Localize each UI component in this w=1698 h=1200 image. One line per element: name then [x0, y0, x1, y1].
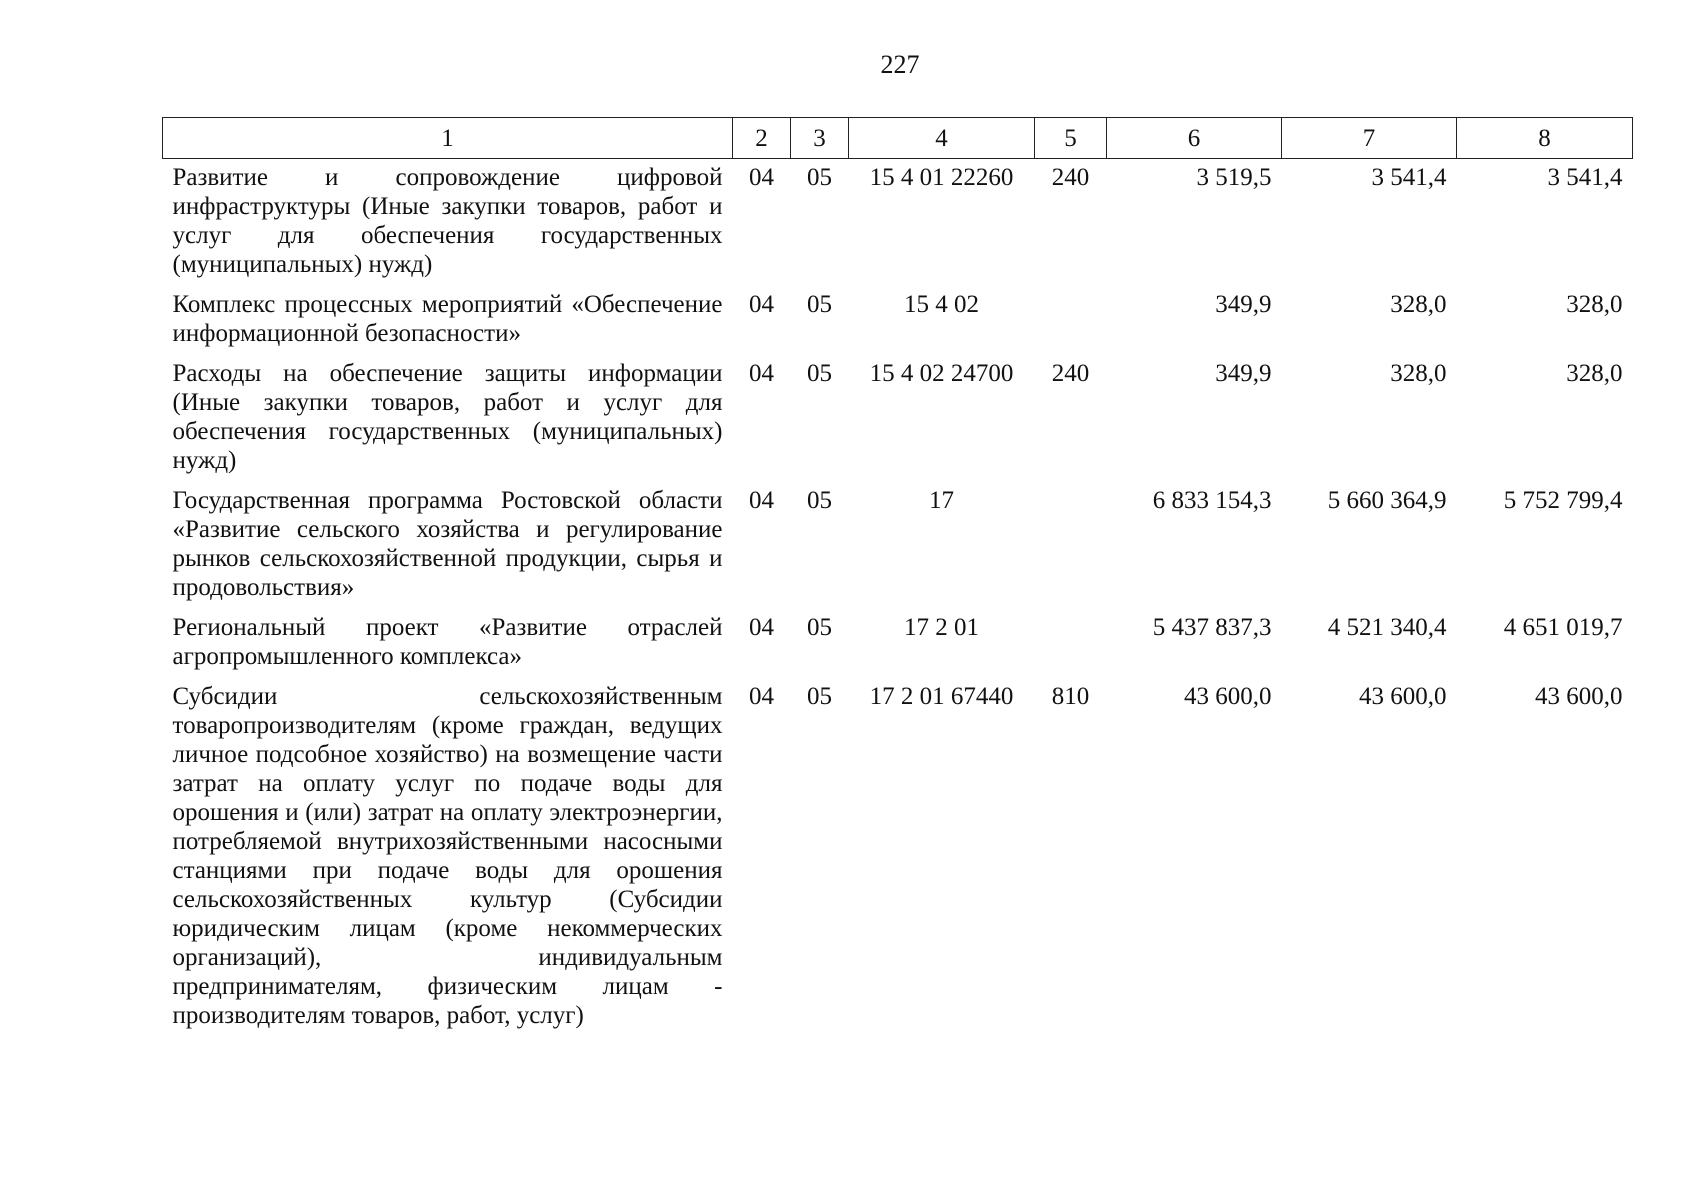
table-row — [163, 286, 1633, 355]
cell-target-code: 15 4 02 — [904, 291, 979, 318]
budget-table — [162, 117, 1633, 1037]
cell-section: 04 — [749, 164, 774, 191]
cell-amount-7: 4 521 340,4 — [1327, 614, 1447, 641]
column-header-8: 8 — [1457, 118, 1633, 159]
cell-section: 04 — [749, 614, 774, 641]
cell-amount-8: 3 541,4 — [1547, 164, 1623, 191]
column-header-5: 5 — [1035, 118, 1107, 159]
cell-amount-7: 5 660 364,9 — [1327, 487, 1447, 514]
column-header-6: 6 — [1107, 118, 1282, 159]
cell-subsection: 05 — [807, 683, 832, 710]
table-row — [163, 609, 1633, 678]
table-row — [163, 159, 1633, 287]
cell-section: 04 — [749, 683, 774, 710]
cell-target-code: 17 2 01 — [904, 614, 979, 641]
row-name: Государственная программа Ростовской области «Развитие сельского хозяйства и регулирование рынков сельскохозяйственной продукции, сырья и продовольствия» — [172, 487, 723, 601]
cell-subsection: 05 — [807, 360, 832, 387]
cell-expense-type: 240 — [1051, 164, 1090, 191]
cell-target-code: 15 4 01 22260 — [869, 164, 1014, 191]
cell-section: 04 — [749, 487, 774, 514]
cell-subsection: 05 — [807, 291, 832, 318]
cell-amount-6: 6 833 154,3 — [1152, 487, 1272, 514]
cell-amount-6: 5 437 837,3 — [1152, 614, 1272, 641]
cell-expense-type: 240 — [1051, 360, 1090, 387]
header-row — [163, 118, 1633, 159]
cell-amount-6: 349,9 — [1215, 360, 1272, 387]
column-header-1: 1 — [163, 118, 733, 159]
cell-amount-6: 349,9 — [1215, 291, 1272, 318]
cell-subsection: 05 — [807, 487, 832, 514]
cell-amount-7: 328,0 — [1390, 360, 1447, 387]
cell-expense-type — [1035, 286, 1107, 355]
column-header-3: 3 — [791, 118, 849, 159]
row-name: Субсидии сельскохозяйственным товаропроизводителям (кроме граждан, ведущих личное подсобное хозяйство) на возмещение части затрат на оплату услуг по подаче воды для орошения и (или) затрат на оплату электроэнергии, потребляемой внутрихозяйственными насосными станциями при подаче воды для орошения сельскохозяйственных культур (Субсидии юридическим лицам (кроме некоммерческих организаций), индивидуальным предпринимателям, физическим лицам - производителям товаров, работ, услуг) — [172, 683, 723, 1029]
cell-amount-7: 328,0 — [1390, 291, 1447, 318]
row-name: Региональный проект «Развитие отраслей агропромышленного комплекса» — [172, 614, 723, 670]
table-row — [163, 355, 1633, 482]
column-header-2: 2 — [733, 118, 791, 159]
cell-amount-8: 4 651 019,7 — [1503, 614, 1623, 641]
row-name: Развитие и сопровождение цифровой инфраструктуры (Иные закупки товаров, работ и услуг для обеспечения государственных (муниципальных) нужд) — [172, 164, 723, 278]
cell-amount-6: 43 600,0 — [1184, 683, 1272, 710]
cell-amount-7: 43 600,0 — [1359, 683, 1447, 710]
cell-target-code: 17 — [929, 487, 954, 514]
cell-expense-type — [1035, 609, 1107, 678]
table-row — [163, 482, 1633, 609]
cell-target-code: 17 2 01 67440 — [869, 683, 1014, 710]
table-header — [163, 118, 1633, 159]
cell-target-code: 15 4 02 24700 — [869, 360, 1014, 387]
cell-amount-7: 3 541,4 — [1371, 164, 1447, 191]
cell-subsection: 05 — [807, 164, 832, 191]
column-header-7: 7 — [1282, 118, 1457, 159]
row-name: Расходы на обеспечение защиты информации (Иные закупки товаров, работ и услуг для обеспечения государственных (муниципальных) нужд) — [172, 360, 723, 474]
cell-subsection: 05 — [807, 614, 832, 641]
column-header-4: 4 — [849, 118, 1035, 159]
cell-amount-8: 5 752 799,4 — [1503, 487, 1623, 514]
cell-amount-6: 3 519,5 — [1196, 164, 1272, 191]
cell-section: 04 — [749, 291, 774, 318]
row-name: Комплекс процессных мероприятий «Обеспечение информационной безопасности» — [172, 291, 723, 347]
cell-expense-type — [1035, 482, 1107, 609]
page-number: 227 — [880, 50, 920, 79]
table-row — [163, 678, 1633, 1037]
cell-amount-8: 328,0 — [1566, 291, 1623, 318]
table-body — [163, 159, 1633, 1038]
cell-amount-8: 43 600,0 — [1535, 683, 1623, 710]
cell-section: 04 — [749, 360, 774, 387]
cell-expense-type: 810 — [1051, 683, 1090, 710]
cell-amount-8: 328,0 — [1566, 360, 1623, 387]
